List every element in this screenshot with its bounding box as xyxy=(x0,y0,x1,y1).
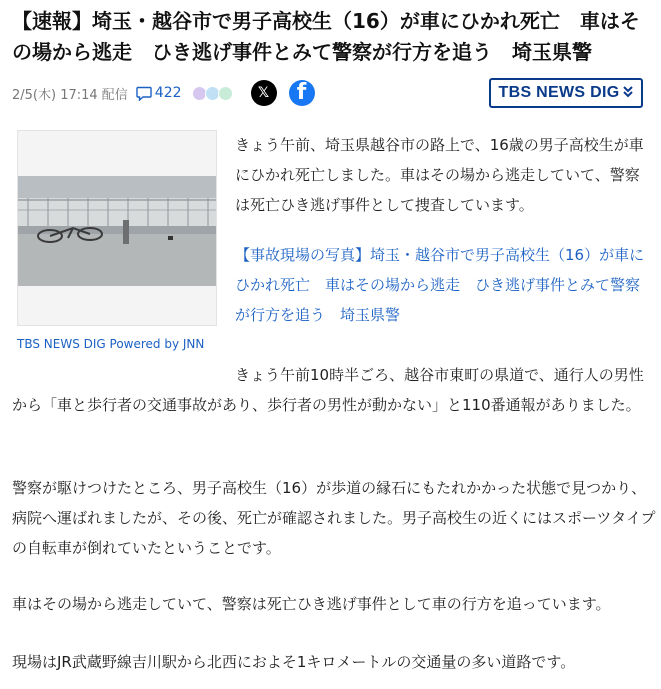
facebook-logo-icon: f xyxy=(296,80,307,105)
related-photo-link[interactable]: 【事故現場の写真】埼玉・越谷市で男子高校生（16）が車にひかれ死亡 車はその場から逃走 ひき逃げ事件とみて警察が行方を追う 埼玉県警 xyxy=(235,246,645,324)
article-paragraph: 現場はJR武蔵野線吉川駅から北西におよそ1キロメートルの交通量の多い道路です。 xyxy=(12,653,576,671)
double-chevron-down-icon xyxy=(623,86,633,100)
article-paragraph: 警察が駆けつけたところ、男子高校生（16）が歩道の縁石にもたれかかった状態で見つかり、病院へ運ばれましたが、その後、死亡が確認されました。男子高校生の近くにはスポーツタイプの自転車が倒れていたということです。 xyxy=(12,479,656,557)
lead-paragraph: きょう午前、埼玉県越谷市の路上で、16歳の男子高校生が車にひかれ死亡しました。車はその場から逃走していて、警察は死亡ひき逃げ事件として捜査しています。 xyxy=(235,136,644,214)
photo-caption[interactable]: TBS NEWS DIG Powered by JNN xyxy=(17,337,205,351)
article-meta xyxy=(12,79,315,107)
comment-count: 422 xyxy=(154,85,182,101)
comment-link[interactable] xyxy=(136,85,182,101)
accident-scene-photo xyxy=(18,176,216,286)
publisher-logo[interactable] xyxy=(489,78,643,108)
facebook-share-button[interactable] xyxy=(289,80,315,106)
publisher-logo-text: TBS NEWS DIG xyxy=(498,84,620,101)
publish-date: 2/5(木) 17:14 配信 xyxy=(12,87,128,103)
reaction-emoji-green xyxy=(218,86,233,101)
x-share-button[interactable] xyxy=(251,80,277,106)
x-logo-icon: 𝕏 xyxy=(257,85,270,101)
article-paragraph: きょう午前10時半ごろ、越谷市東町の県道で、通行人の男性から「車と歩行者の交通事故があり、歩行者の男性が動かない」と110番通報がありました。 xyxy=(12,366,644,414)
speech-bubble-icon xyxy=(136,86,152,101)
article-title: 【速報】埼玉・越谷市で男子高校生（16）が車にひかれ死亡 車はその場から逃走 ひき逃げ事件とみて警察が行方を追う 埼玉県警 xyxy=(12,9,640,64)
article-photo[interactable] xyxy=(17,130,217,326)
article-paragraph: 車はその場から逃走していて、警察は死亡ひき逃げ事件として車の行方を追っています。 xyxy=(12,595,611,613)
reaction-emojis[interactable] xyxy=(192,86,231,101)
